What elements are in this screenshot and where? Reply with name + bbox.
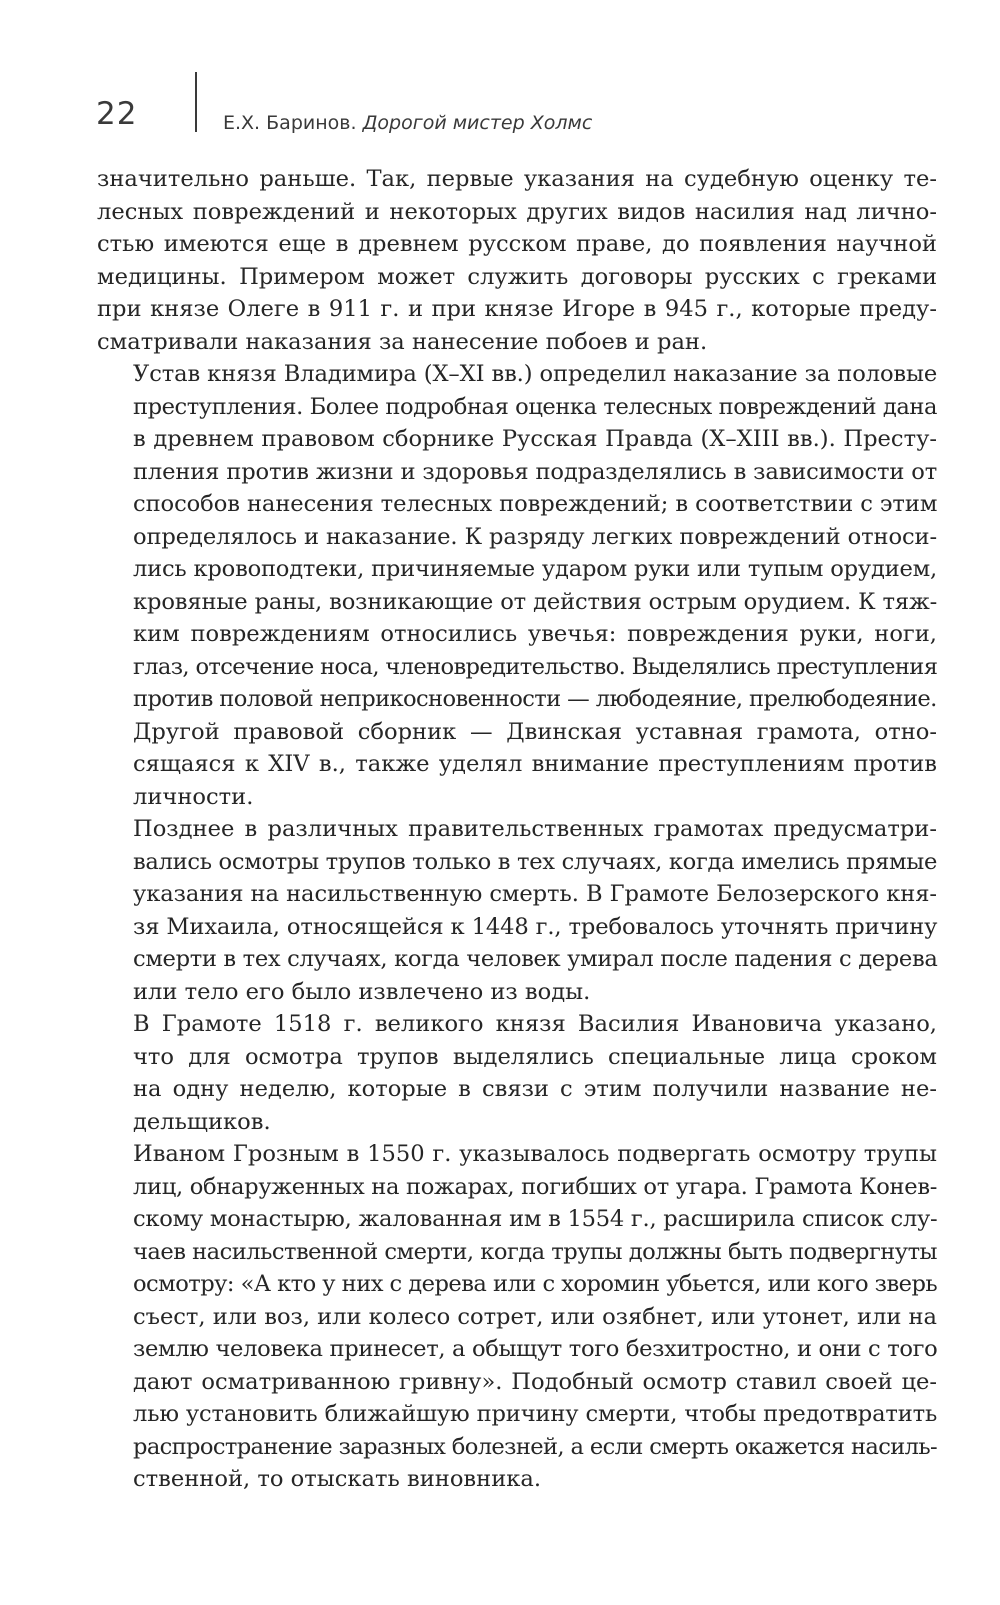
running-header (0, 0, 1000, 150)
text-line: определялось и наказание. К разряду легких повреждений относи- (133, 523, 937, 550)
paragraph (97, 1138, 937, 1496)
text-line: медицины. Примером может служить договоры русских с греками (97, 263, 937, 290)
text-line: съест, или воз, или колесо сотрет, или озябнет, или утонет, или на (133, 1303, 937, 1330)
text-line: лью установить ближайшую причину смерти, чтобы предотвратить (133, 1401, 938, 1427)
text-line: преступления. Более подробная оценка телесных повреждений дана (133, 393, 937, 420)
author-name: Е.Х. Баринов. (223, 112, 357, 134)
text-line: зя Михаила, относящейся к 1448 г., требовалось уточнять причину (133, 913, 938, 940)
text-line: Позднее в различных правительственных грамотах предусматри- (133, 816, 937, 842)
text-line: Другой правовой сборник — Двинская уставная грамота, отно- (133, 718, 937, 745)
text-line: дельщиков. (133, 1108, 271, 1135)
body-text (97, 163, 937, 1496)
text-line: пления против жизни и здоровья подразделялись в зависимости от (133, 458, 938, 485)
paragraph (97, 716, 937, 814)
paragraph (97, 163, 937, 358)
text-line: чаев насильственной смерти, когда трупы должны быть подвергнуты (133, 1238, 937, 1265)
text-line: лись кровоподтеки, причиняемые ударом руки или тупым орудием, (133, 556, 937, 582)
text-line: осмотру: «А кто у них с дерева или с хоромин убьется, или кого зверь (133, 1271, 938, 1297)
text-line: дают осматриванною гривну». Подобный осмотр ставил своей це- (133, 1368, 937, 1395)
paragraph (97, 358, 937, 716)
paragraph (97, 1008, 937, 1138)
text-line: против половой неприкосновенности — любодеяние, прелюбодеяние. (133, 686, 937, 712)
text-line: сящаяся к XIV в., также уделял внимание преступлениям против (133, 751, 937, 777)
paragraph (97, 813, 937, 1008)
text-line: Устав князя Владимира (X–XI вв.) определил наказание за половые (133, 361, 938, 387)
running-head (223, 112, 592, 134)
text-line: глаз, отсечение носа, членовредительство. Выделялись преступления (133, 653, 938, 680)
text-line: личности. (133, 783, 254, 810)
text-line: стью имеются еще в древнем русском праве, до появления научной (97, 231, 937, 257)
text-line: на одну неделю, которые в связи с этим получили название не- (133, 1076, 937, 1102)
text-line: в древнем правовом сборнике Русская Правда (X–XIII вв.). Престу- (133, 426, 937, 452)
text-line: лесных повреждений и некоторых других видов насилия над лично- (97, 198, 937, 225)
text-line: значительно раньше. Так, первые указания на судебную оценку те- (97, 166, 937, 192)
book-title: Дорогой мистер Холмс (362, 112, 593, 134)
text-line: способов нанесения телесных повреждений; в соответствии с этим (133, 491, 938, 517)
text-line: лиц, обнаруженных на пожарах, погибших от угара. Грамота Конев- (133, 1173, 938, 1200)
text-line: землю человека принесет, а обыщут того безхитростно, и они с того (133, 1336, 938, 1362)
text-line: В Грамоте 1518 г. великого князя Василия Ивановича указано, (133, 1011, 937, 1037)
text-line: или тело его было извлечено из воды. (133, 978, 591, 1005)
text-line: ственной, то отыскать виновника. (133, 1466, 542, 1492)
text-line: Иваном Грозным в 1550 г. указывалось подвергать осмотру трупы (133, 1141, 937, 1167)
text-line: что для осмотра трупов выделялись специальные лица сроком (133, 1043, 937, 1070)
header-divider (195, 72, 197, 132)
page-number: 22 (96, 96, 138, 132)
text-line: указания на насильственную смерть. В Грамоте Белозерского кня- (133, 881, 937, 907)
text-line: скому монастырю, жалованная им в 1554 г., расширила список слу- (133, 1206, 938, 1232)
text-line: распространение заразных болезней, а если смерть окажется насиль- (133, 1433, 937, 1460)
text-line: вались осмотры трупов только в тех случаях, когда имелись прямые (133, 848, 937, 875)
text-line: смерти в тех случаях, когда человек умирал после падения с дерева (133, 946, 938, 972)
text-line: ким повреждениям относились увечья: повреждения руки, ноги, (133, 621, 937, 647)
text-line: сматривали наказания за нанесение побоев и ран. (97, 328, 708, 355)
text-line: при князе Олеге в 911 г. и при князе Игоре в 945 г., которые преду- (97, 296, 937, 322)
text-line: кровяные раны, возникающие от действия острым орудием. К тяж- (133, 588, 938, 615)
